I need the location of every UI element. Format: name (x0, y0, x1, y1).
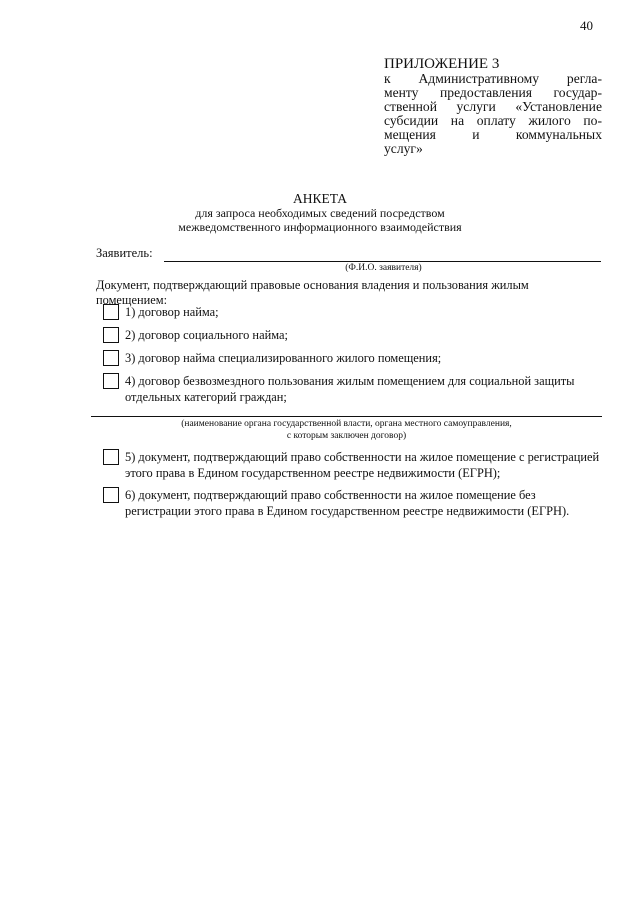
authority-caption (91, 418, 602, 442)
appendix-line: ственной услуги «Установление (384, 99, 602, 114)
appendix-line: субсидии на оплату жилого по- (384, 113, 602, 128)
authority-caption-line: (наименование органа государственной власти, органа местного самоуправления, (181, 419, 512, 429)
option-label: 1) договор найма; (125, 305, 219, 319)
checkbox[interactable] (103, 487, 119, 503)
form-subtitle-line: для запроса необходимых сведений посредством (195, 206, 445, 220)
appendix-line: мещения и коммунальных (384, 127, 602, 142)
appendix-line: менту предоставления государ- (384, 85, 602, 100)
applicant-input-line[interactable] (164, 261, 601, 262)
authority-caption-line: с которым заключен договор) (286, 431, 407, 441)
applicant-label: Заявитель: (96, 246, 153, 260)
appendix-title: ПРИЛОЖЕНИЕ 3 (384, 56, 500, 72)
checkbox[interactable] (103, 373, 119, 389)
document-intro: Документ, подтверждающий правовые основания владения и пользования жилым помещением: (96, 278, 529, 307)
appendix-line: услуг» (384, 141, 423, 156)
option-label: 4) договор безвозмездного пользования жилым помещением для социальной защиты отдельных категорий граждан; (125, 374, 575, 404)
checkbox[interactable] (103, 350, 119, 366)
appendix-line: к Административному регла- (384, 71, 602, 86)
applicant-caption: (Ф.И.О. заявителя) (345, 263, 422, 273)
applicant-field-row (96, 246, 601, 264)
form-subtitle (0, 207, 640, 234)
authority-input-line[interactable] (91, 416, 602, 417)
option-label: 3) договор найма специализированного жилого помещения; (125, 351, 442, 365)
form-title: АНКЕТА (292, 191, 348, 206)
option-label: 2) договор социального найма; (125, 328, 288, 342)
page-number: 40 (580, 18, 593, 33)
option-label: 6) документ, подтверждающий право собственности на жилое помещение без регистрации этого права в Едином государственном реестре недвижимости (ЕГРН). (125, 488, 570, 518)
option-label: 5) документ, подтверждающий право собственности на жилое помещение с регистрацией этого права в Едином государственном реестре недвижимости (ЕГРН); (125, 450, 600, 480)
checkbox[interactable] (103, 304, 119, 320)
form-subtitle-line: межведомственного информационного взаимодействия (178, 219, 462, 234)
appendix-header (384, 56, 602, 156)
checkbox[interactable] (103, 327, 119, 343)
checkbox[interactable] (103, 449, 119, 465)
